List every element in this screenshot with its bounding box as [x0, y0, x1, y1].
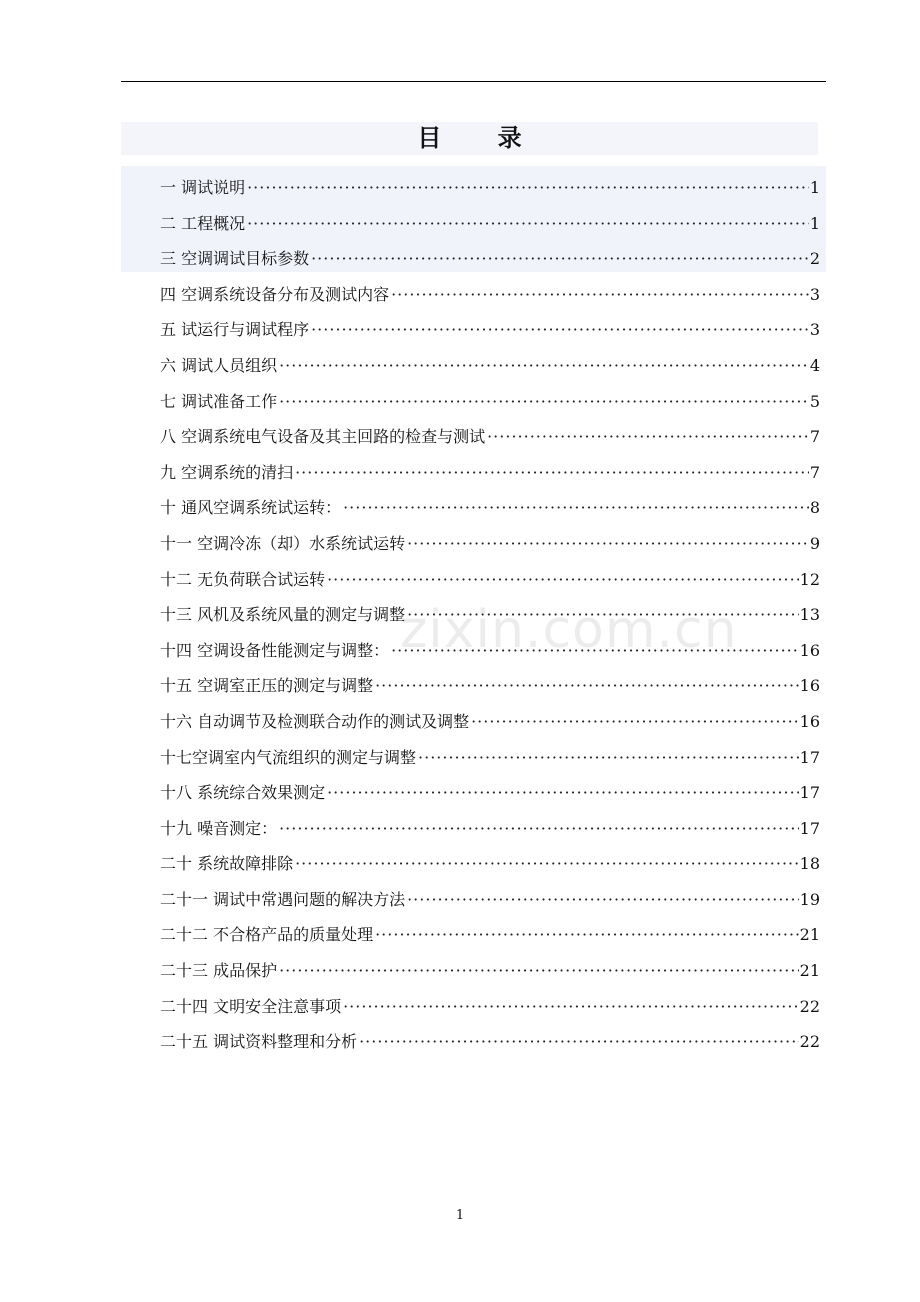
page-title: 目 录 — [417, 124, 546, 152]
toc-entry-page: 16 — [799, 676, 820, 696]
toc-leader-dots — [418, 740, 799, 776]
toc-leader-dots — [279, 348, 809, 384]
toc-leader-dots — [391, 277, 809, 313]
toc-entry[interactable] — [160, 882, 820, 918]
toc-entry[interactable] — [160, 348, 820, 384]
toc-entry-page: 5 — [809, 391, 820, 411]
toc-entry[interactable] — [160, 811, 820, 847]
toc-entry-page: 1 — [809, 178, 820, 197]
toc-entry-page: 8 — [809, 498, 820, 518]
toc-entry-label: 四 空调系统设备分布及测试内容 — [160, 284, 390, 304]
toc-entry[interactable] — [160, 206, 820, 242]
toc-leader-dots — [279, 953, 799, 989]
toc-entry[interactable] — [160, 668, 820, 704]
toc-leader-dots — [295, 455, 809, 491]
toc-entry-label: 六 调试人员组织 — [160, 355, 278, 375]
toc-leader-dots — [359, 1024, 799, 1060]
toc-entry[interactable] — [160, 740, 820, 776]
toc-entry-label: 九 空调系统的清扫 — [160, 462, 294, 482]
watermark: zixin.com.cn — [400, 600, 738, 660]
toc-entry[interactable] — [160, 170, 820, 206]
toc-leader-dots — [279, 384, 809, 420]
toc-leader-dots — [407, 882, 799, 918]
toc-entry-label: 十三 风机及系统风量的测定与调整 — [160, 605, 406, 625]
toc-entry[interactable] — [160, 562, 820, 598]
page-number: 1 — [455, 1208, 465, 1223]
toc-leader-dots — [279, 811, 799, 847]
toc-leader-dots — [375, 917, 799, 953]
toc-entry-label: 十五 空调室正压的测定与调整 — [160, 676, 374, 696]
toc-leader-dots — [247, 170, 809, 206]
toc-leader-dots — [471, 704, 799, 740]
toc-entry-label: 十二 无负荷联合试运转 — [160, 569, 326, 589]
toc-leader-dots — [343, 989, 799, 1025]
toc-entry[interactable] — [160, 526, 820, 562]
toc-entry-page: 22 — [799, 996, 820, 1016]
toc-entry-page: 3 — [809, 284, 820, 304]
toc-entry-label: 二十四 文明安全注意事项 — [160, 996, 342, 1016]
toc-entry-label: 二十二 不合格产品的质量处理 — [160, 925, 374, 945]
toc-entry[interactable] — [160, 490, 820, 526]
toc-entry[interactable] — [160, 775, 820, 811]
toc-entry-label: 十六 自动调节及检测联合动作的测试及调整 — [160, 711, 470, 731]
toc-entry[interactable] — [160, 1024, 820, 1060]
toc-entry[interactable] — [160, 277, 820, 313]
toc-entry[interactable] — [160, 384, 820, 420]
toc-entry-page: 4 — [809, 355, 820, 375]
toc-entry-page: 1 — [809, 213, 820, 233]
toc-entry-label: 十四 空调设备性能测定与调整： — [160, 640, 390, 660]
toc-entry-label: 十一 空调冷冻（却）水系统试运转 — [160, 533, 406, 553]
toc-entry-label: 二 工程概况 — [160, 213, 246, 233]
toc-entry[interactable] — [160, 953, 820, 989]
toc-entry-page: 22 — [799, 1032, 820, 1052]
toc-entry-page: 19 — [799, 889, 820, 909]
toc-leader-dots — [311, 312, 809, 348]
toc-entry-page: 17 — [799, 783, 820, 803]
toc-entry[interactable] — [160, 241, 820, 277]
toc-entry-page: 16 — [799, 711, 820, 731]
toc-entry-page: 2 — [809, 249, 820, 269]
toc-leader-dots — [343, 490, 809, 526]
toc-entry-page: 13 — [799, 605, 820, 625]
toc-entry-label: 八 空调系统电气设备及其主回路的检查与测试 — [160, 427, 486, 447]
toc-leader-dots — [327, 775, 799, 811]
toc-entry-page: 16 — [799, 640, 820, 660]
toc-leader-dots — [407, 526, 809, 562]
toc-entry[interactable] — [160, 312, 820, 348]
toc-entry-label: 一 调试说明 — [160, 178, 246, 197]
toc-entry-page: 7 — [809, 427, 820, 447]
toc-leader-dots — [375, 668, 799, 704]
toc-entry-label: 二十三 成品保护 — [160, 961, 278, 981]
toc-entry-page: 21 — [799, 925, 820, 945]
toc-entry-label: 二十五 调试资料整理和分析 — [160, 1032, 358, 1052]
toc-entry[interactable] — [160, 455, 820, 491]
toc-entry-page: 7 — [809, 462, 820, 482]
toc-entry-page: 18 — [799, 854, 820, 874]
toc-entry[interactable] — [160, 846, 820, 882]
toc-entry-page: 12 — [799, 569, 820, 589]
toc-leader-dots — [311, 241, 809, 277]
toc-entry-page: 3 — [809, 320, 820, 340]
toc-entry-page: 9 — [809, 533, 820, 553]
toc-entry-label: 三 空调调试目标参数 — [160, 249, 310, 269]
header-rule — [121, 81, 826, 82]
toc-leader-dots — [247, 206, 809, 242]
toc-entry-label: 十七空调室内气流组织的测定与调整 — [160, 747, 417, 767]
toc-entry-label: 七 调试准备工作 — [160, 391, 278, 411]
toc-entry[interactable] — [160, 989, 820, 1025]
toc-entry-label: 十 通风空调系统试运转： — [160, 498, 342, 518]
toc-entry-label: 十九 噪音测定： — [160, 818, 278, 838]
toc-entry-label: 二十一 调试中常遇问题的解决方法 — [160, 889, 406, 909]
toc-entry[interactable] — [160, 419, 820, 455]
toc-leader-dots — [327, 562, 799, 598]
toc-entry-page: 21 — [799, 961, 820, 981]
toc-entry[interactable] — [160, 917, 820, 953]
toc-leader-dots — [487, 419, 809, 455]
toc-entry[interactable] — [160, 704, 820, 740]
toc-leader-dots — [295, 846, 799, 882]
toc-entry-label: 二十 系统故障排除 — [160, 854, 294, 874]
toc-entry-page: 17 — [799, 747, 820, 767]
toc-entry-label: 五 试运行与调试程序 — [160, 320, 310, 340]
toc-entry-page: 17 — [799, 818, 820, 838]
toc-entry-label: 十八 系统综合效果测定 — [160, 783, 326, 803]
